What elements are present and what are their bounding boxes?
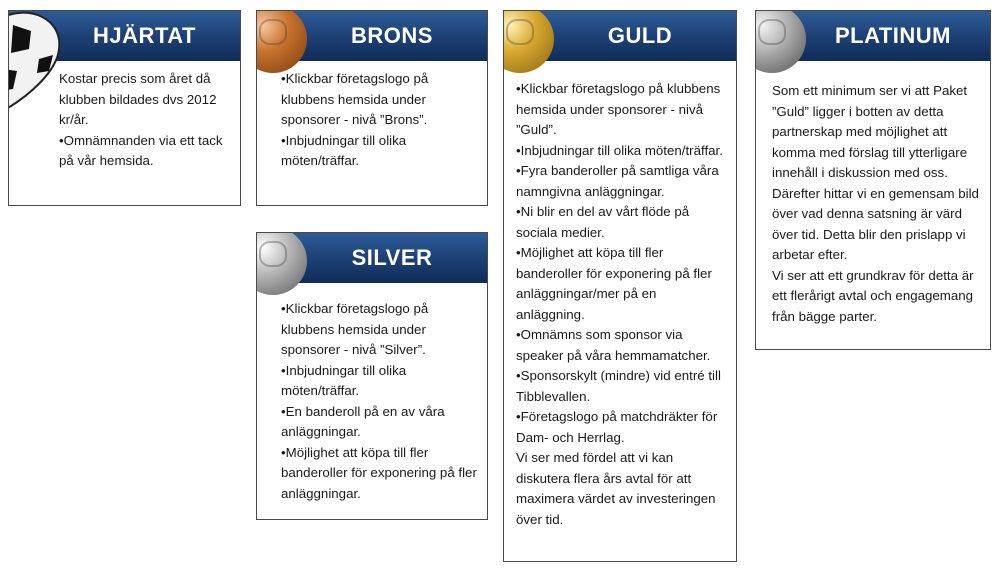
- platinum-ball-icon: [755, 10, 806, 73]
- bullet-item: • Företagslogo på matchdräkter för Dam- och Herrlag.: [516, 407, 726, 448]
- body-paragraph: Som ett minimum ser vi att Paket ”Guld” ligger i botten av detta partnerskap med möjlighet att komma med förslag till ytterligare innehåll i diskussion med oss. Därefter hittar vi en gemensam bild över vad denna satsning är värd över tid. Detta blir den prislapp vi arbetar efter.: [772, 83, 979, 262]
- card-title: BRONS: [351, 23, 433, 48]
- card-title: PLATINUM: [834, 23, 952, 48]
- card-hjartat: [8, 10, 241, 206]
- bullet-item: • Ni blir en del av vårt flöde på sociala medier.: [516, 202, 726, 243]
- bronze-ball-icon: [256, 10, 307, 73]
- bullet-item: • Klickbar företagslogo på klubbens hemsida under sponsorer - nivå ”Guld”.: [516, 79, 726, 141]
- card-body: [257, 69, 487, 172]
- card-guld: [503, 10, 737, 562]
- card-body: [756, 81, 990, 327]
- silver-ball-icon: [256, 232, 307, 295]
- card-title: GULD: [607, 23, 673, 48]
- bullet-item: • Omnämns som sponsor via speaker på våra hemmamatcher.: [516, 325, 726, 366]
- bullet-item: • Fyra banderoller på samtliga våra namngivna anläggningar.: [516, 161, 726, 202]
- card-body: [9, 69, 240, 172]
- body-paragraph: Vi ser att ett grundkrav för detta är ett flerårigt avtal och engagemang från bägge parter.: [772, 267, 974, 324]
- card-silver: [256, 232, 488, 520]
- gold-ball-icon: [503, 10, 554, 73]
- bullet-item: • Inbjudningar till olika möten/träffar.: [281, 131, 477, 172]
- card-brons: [256, 10, 488, 206]
- bullet-item: • Sponsorskylt (mindre) vid entré till Tibblevallen.: [516, 366, 726, 407]
- bullet-item: • En banderoll på en av våra anläggningar.: [281, 402, 477, 443]
- bullet-item: • Inbjudningar till olika möten/träffar.: [281, 361, 477, 402]
- body-paragraph: Kostar precis som året då klubben bildades dvs 2012 kr/år.: [59, 71, 217, 127]
- bullet-item: • Möjlighet att köpa till fler banderoller för exponering på fler anläggningar.: [281, 443, 477, 505]
- bullet-item: • Klickbar företagslogo på klubbens hemsida under sponsorer - nivå ”Silver”.: [281, 299, 477, 361]
- bullet-item: • Omnämnanden via ett tack på vår hemsida.: [59, 131, 230, 172]
- card-title: HJÄRTAT: [93, 23, 196, 48]
- card-body: [257, 299, 487, 504]
- card-title: SILVER: [351, 245, 433, 270]
- card-platinum: [755, 10, 991, 350]
- card-body: [504, 79, 736, 530]
- bullet-item: • Inbjudningar till olika möten/träffar.: [516, 141, 726, 162]
- bullet-item: • Klickbar företagslogo på klubbens hemsida under sponsorer - nivå ”Brons”.: [281, 69, 477, 131]
- bullet-item: • Möjlighet att köpa till fler banderoller för exponering på fler anläggningar/mer på en anläggning.: [516, 243, 726, 325]
- body-paragraph: Vi ser med fördel att vi kan diskutera flera års avtal för att maximera värdet av investeringen över tid.: [516, 450, 716, 527]
